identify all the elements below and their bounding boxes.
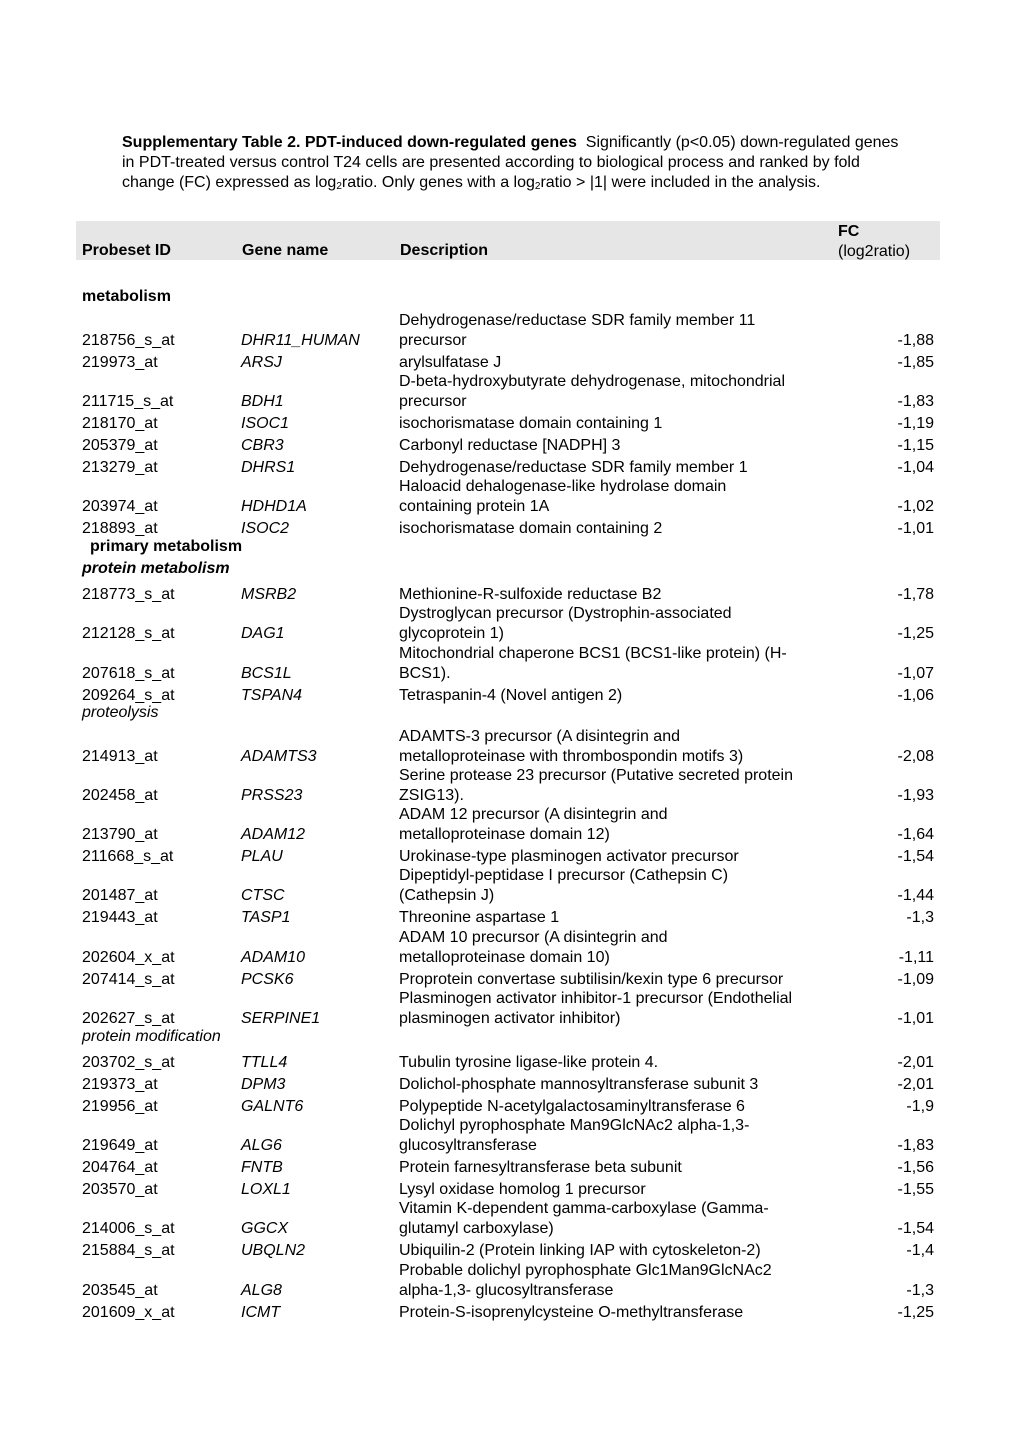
- description-line: Ubiquilin-2 (Protein linking IAP with cytoskeleton-2): [399, 1242, 761, 1259]
- description: [399, 585, 824, 605]
- description-line: Carbonyl reductase [NADPH] 3: [399, 437, 621, 454]
- probeset-id: 218773_s_at: [82, 586, 175, 603]
- probeset-id: 213790_at: [82, 826, 158, 843]
- table-row: [0, 686, 1020, 706]
- description-line: Probable dolichyl pyrophosphate Glc1Man9GlcNAc2: [399, 1262, 772, 1279]
- description-line: Dehydrogenase/reductase SDR family member 1: [399, 459, 748, 476]
- table-row: [0, 847, 1020, 867]
- probeset-id: 205379_at: [82, 437, 158, 454]
- fold-change: -1,06: [897, 687, 934, 704]
- description: [399, 847, 824, 867]
- description-line: containing protein 1A: [399, 498, 550, 515]
- fold-change: -1,02: [897, 498, 934, 515]
- section-heading: protein metabolism: [82, 560, 230, 577]
- description-line: precursor: [399, 393, 467, 410]
- description-line: ADAMTS-3 precursor (A disintegrin and: [399, 728, 680, 745]
- table-row: [0, 1180, 1020, 1200]
- section-heading: primary metabolism: [90, 538, 243, 555]
- probeset-id: 218170_at: [82, 415, 158, 432]
- gene-name: UBQLN2: [241, 1242, 306, 1259]
- fold-change: -2,01: [897, 1076, 934, 1093]
- probeset-id: 213279_at: [82, 459, 158, 476]
- gene-name: LOXL1: [241, 1181, 291, 1198]
- table-row: [0, 436, 1020, 456]
- probeset-id: 211715_s_at: [82, 393, 174, 410]
- description-line: Mitochondrial chaperone BCS1 (BCS1-like protein) (H-: [399, 645, 787, 662]
- gene-name: BDH1: [241, 393, 284, 410]
- description: [399, 989, 824, 1029]
- probeset-id: 207414_s_at: [82, 971, 175, 988]
- fold-change: -1,19: [897, 415, 934, 432]
- probeset-id: 202627_s_at: [82, 1010, 175, 1027]
- table-row: [0, 477, 1020, 517]
- fold-change: -1,09: [897, 971, 934, 988]
- probeset-id: 214006_s_at: [82, 1220, 175, 1237]
- gene-name: SERPINE1: [241, 1010, 321, 1027]
- table-row: [0, 414, 1020, 434]
- table-row: [0, 311, 1020, 351]
- fold-change: -1,88: [897, 332, 934, 349]
- table-row: [0, 1075, 1020, 1095]
- gene-name: PRSS23: [241, 787, 303, 804]
- description: [399, 519, 824, 539]
- probeset-id: 219973_at: [82, 354, 158, 371]
- probeset-id: 218756_s_at: [82, 332, 175, 349]
- fold-change: -2,08: [897, 748, 934, 765]
- caption-text-2: ratio. Only genes with a log: [341, 174, 535, 191]
- probeset-id: 219373_at: [82, 1076, 158, 1093]
- description: [399, 604, 824, 644]
- table-row: [0, 1116, 1020, 1156]
- gene-name: CTSC: [241, 887, 285, 904]
- table-header: [76, 221, 940, 260]
- description-line: Proprotein convertase subtilisin/kexin type 6 precursor: [399, 971, 784, 988]
- description-line: ZSIG13).: [399, 787, 464, 804]
- description: [399, 372, 824, 412]
- gene-name: TASP1: [241, 909, 291, 926]
- probeset-id: 207618_s_at: [82, 665, 175, 682]
- header-fc-label: FC: [838, 223, 860, 240]
- table-row: [0, 1199, 1020, 1239]
- gene-name: ADAM10: [241, 949, 306, 966]
- description-line: Urokinase-type plasminogen activator precursor: [399, 848, 739, 865]
- description: [399, 458, 824, 478]
- probeset-id: 204764_at: [82, 1159, 158, 1176]
- gene-name: ALG6: [241, 1137, 282, 1154]
- description: [399, 686, 824, 706]
- gene-name: ADAM12: [241, 826, 306, 843]
- section-heading: protein modification: [82, 1028, 221, 1045]
- table-row: [0, 372, 1020, 412]
- fold-change: -1,83: [897, 1137, 934, 1154]
- fold-change: -1,01: [897, 520, 934, 537]
- description: [399, 1180, 824, 1200]
- probeset-id: 211668_s_at: [82, 848, 174, 865]
- fold-change: -1,54: [897, 848, 934, 865]
- description: [399, 1075, 824, 1095]
- description-line: Methionine-R-sulfoxide reductase B2: [399, 586, 662, 603]
- description: [399, 727, 824, 767]
- description-line: ADAM 12 precursor (A disintegrin and: [399, 806, 668, 823]
- table-caption: [122, 133, 912, 193]
- table-row: [0, 519, 1020, 539]
- gene-name: ICMT: [241, 1304, 281, 1321]
- description: [399, 644, 824, 684]
- caption-subscript-1: 2: [336, 181, 342, 192]
- fold-change: -1,64: [897, 826, 934, 843]
- gene-name: ARSJ: [241, 354, 282, 371]
- fold-change: -1,3: [906, 909, 934, 926]
- description-line: precursor: [399, 332, 467, 349]
- gene-name: FNTB: [241, 1159, 283, 1176]
- description-line: Threonine aspartase 1: [399, 909, 560, 926]
- table-row: [0, 1053, 1020, 1073]
- description: [399, 1053, 824, 1073]
- description-line: isochorismatase domain containing 1: [399, 415, 663, 432]
- fold-change: -1,4: [906, 1242, 934, 1259]
- description-line: Dehydrogenase/reductase SDR family member 11: [399, 312, 756, 329]
- table-row: [0, 805, 1020, 845]
- header-fc: [838, 222, 910, 262]
- probeset-id: 203545_at: [82, 1282, 158, 1299]
- description-line: arylsulfatase J: [399, 354, 502, 371]
- table-row: [0, 458, 1020, 478]
- description: [399, 1303, 824, 1323]
- description-line: Vitamin K-dependent gamma-carboxylase (Gamma-: [399, 1200, 769, 1217]
- table-row: [0, 989, 1020, 1029]
- probeset-id: 218893_at: [82, 520, 158, 537]
- description: [399, 928, 824, 968]
- header-probeset-id: Probeset ID: [82, 242, 171, 259]
- description-line: Polypeptide N-acetylgalactosaminyltransferase 6: [399, 1098, 745, 1115]
- description: [399, 436, 824, 456]
- gene-name: GALNT6: [241, 1098, 304, 1115]
- probeset-id: 203702_s_at: [82, 1054, 175, 1071]
- probeset-id: 201609_x_at: [82, 1304, 175, 1321]
- gene-name: PCSK6: [241, 971, 294, 988]
- fold-change: -1,25: [897, 1304, 934, 1321]
- gene-name: ISOC2: [241, 520, 290, 537]
- table-row: [0, 604, 1020, 644]
- fold-change: -1,78: [897, 586, 934, 603]
- probeset-id: 212128_s_at: [82, 625, 175, 642]
- probeset-id: 215884_s_at: [82, 1242, 175, 1259]
- table-row: [0, 766, 1020, 806]
- description-line: D-beta-hydroxybutyrate dehydrogenase, mitochondrial: [399, 373, 785, 390]
- description-line: metalloproteinase domain 10): [399, 949, 610, 966]
- probeset-id: 202458_at: [82, 787, 158, 804]
- header-fc-unit: (log2ratio): [838, 243, 911, 260]
- description: [399, 1261, 824, 1301]
- description-line: Dystroglycan precursor (Dystrophin-associated: [399, 605, 732, 622]
- description-line: glutamyl carboxylase): [399, 1220, 554, 1237]
- gene-name: MSRB2: [241, 586, 297, 603]
- table-row: [0, 908, 1020, 928]
- description-line: glucosyltransferase: [399, 1137, 537, 1154]
- gene-name: ALG8: [241, 1282, 282, 1299]
- probeset-id: 214913_at: [82, 748, 158, 765]
- description-line: BCS1).: [399, 665, 451, 682]
- description: [399, 477, 824, 517]
- description-line: glycoprotein 1): [399, 625, 504, 642]
- description-line: Lysyl oxidase homolog 1 precursor: [399, 1181, 646, 1198]
- gene-name: PLAU: [241, 848, 283, 865]
- table-row: [0, 928, 1020, 968]
- description-line: plasminogen activator inhibitor): [399, 1010, 621, 1027]
- description: [399, 766, 824, 806]
- description: [399, 1199, 824, 1239]
- fold-change: -1,04: [897, 459, 934, 476]
- table-row: [0, 1303, 1020, 1323]
- description-line: Dipeptidyl-peptidase I precursor (Cathepsin C): [399, 867, 729, 884]
- gene-name: ISOC1: [241, 415, 290, 432]
- gene-name: DHR11_HUMAN: [241, 332, 360, 349]
- description-line: Dolichyl pyrophosphate Man9GlcNAc2 alpha-1,3-: [399, 1117, 750, 1134]
- description: [399, 353, 824, 373]
- gene-name: TTLL4: [241, 1054, 288, 1071]
- fold-change: -1,07: [897, 665, 934, 682]
- fold-change: -1,56: [897, 1159, 934, 1176]
- fold-change: -1,25: [897, 625, 934, 642]
- caption-text-3: ratio > |1| were included in the analysis.: [540, 174, 821, 191]
- description-line: ADAM 10 precursor (A disintegrin and: [399, 929, 668, 946]
- fold-change: -1,3: [906, 1282, 934, 1299]
- description-line: metalloproteinase with thrombospondin motifs 3): [399, 748, 744, 765]
- caption-subscript-2: 2: [534, 181, 541, 192]
- description-line: Protein-S-isoprenylcysteine O-methyltransferase: [399, 1304, 744, 1321]
- fold-change: -2,01: [897, 1054, 934, 1071]
- fold-change: -1,15: [897, 437, 934, 454]
- probeset-id: 209264_s_at: [82, 687, 175, 704]
- description: [399, 1158, 824, 1178]
- description: [399, 414, 824, 434]
- table-row: [0, 644, 1020, 684]
- gene-name: GGCX: [241, 1220, 289, 1237]
- probeset-id: 202604_x_at: [82, 949, 175, 966]
- description: [399, 970, 824, 990]
- description: [399, 805, 824, 845]
- gene-name: BCS1L: [241, 665, 292, 682]
- table-row: [0, 585, 1020, 605]
- fold-change: -1,54: [897, 1220, 934, 1237]
- table-row: [0, 866, 1020, 906]
- section-heading: proteolysis: [82, 704, 159, 721]
- fold-change: -1,44: [897, 887, 934, 904]
- table-row: [0, 1261, 1020, 1301]
- fold-change: -1,85: [897, 354, 934, 371]
- header-gene-name: Gene name: [242, 242, 329, 259]
- fold-change: -1,55: [897, 1181, 934, 1198]
- description-line: Protein farnesyltransferase beta subunit: [399, 1159, 682, 1176]
- section-heading: metabolism: [82, 288, 171, 305]
- description-line: Serine protease 23 precursor (Putative secreted protein: [399, 767, 793, 784]
- description-line: Plasminogen activator inhibitor-1 precursor (Endothelial: [399, 990, 793, 1007]
- description-line: Tetraspanin-4 (Novel antigen 2): [399, 687, 623, 704]
- description-line: metalloproteinase domain 12): [399, 826, 610, 843]
- table-row: [0, 353, 1020, 373]
- fold-change: -1,83: [897, 393, 934, 410]
- table-row: [0, 1241, 1020, 1261]
- probeset-id: 219649_at: [82, 1137, 158, 1154]
- description-line: Dolichol-phosphate mannosyltransferase subunit 3: [399, 1076, 759, 1093]
- caption-text-1: Significantly (p<0.05) down-regulated genes in PDT-treated versus control T24 cells are presented according to biological process and ranked by fold change (FC) expressed as log: [122, 134, 899, 191]
- probeset-id: 219956_at: [82, 1098, 158, 1115]
- gene-name: DPM3: [241, 1076, 286, 1093]
- table-row: [0, 1158, 1020, 1178]
- description-line: Haloacid dehalogenase-like hydrolase domain: [399, 478, 727, 495]
- description: [399, 908, 824, 928]
- fold-change: -1,93: [897, 787, 934, 804]
- header-description: Description: [400, 242, 489, 259]
- description: [399, 1097, 824, 1117]
- gene-name: TSPAN4: [241, 687, 303, 704]
- gene-name: ADAMTS3: [241, 748, 317, 765]
- fold-change: -1,01: [897, 1010, 934, 1027]
- probeset-id: 201487_at: [82, 887, 158, 904]
- description-line: isochorismatase domain containing 2: [399, 520, 663, 537]
- probeset-id: 219443_at: [82, 909, 158, 926]
- gene-name: DAG1: [241, 625, 285, 642]
- fold-change: -1,9: [906, 1098, 934, 1115]
- description-line: alpha-1,3- glucosyltransferase: [399, 1282, 614, 1299]
- description-line: Tubulin tyrosine ligase-like protein 4.: [399, 1054, 659, 1071]
- gene-name: DHRS1: [241, 459, 296, 476]
- table-row: [0, 970, 1020, 990]
- fold-change: -1,11: [898, 949, 934, 966]
- table-row: [0, 1097, 1020, 1117]
- gene-name: HDHD1A: [241, 498, 307, 515]
- probeset-id: 203974_at: [82, 498, 158, 515]
- caption-title: Supplementary Table 2. PDT-induced down-regulated genes: [122, 134, 577, 151]
- description-line: (Cathepsin J): [399, 887, 495, 904]
- description: [399, 311, 824, 351]
- gene-name: CBR3: [241, 437, 284, 454]
- table-row: [0, 727, 1020, 767]
- description: [399, 866, 824, 906]
- probeset-id: 203570_at: [82, 1181, 158, 1198]
- description: [399, 1116, 824, 1156]
- description: [399, 1241, 824, 1261]
